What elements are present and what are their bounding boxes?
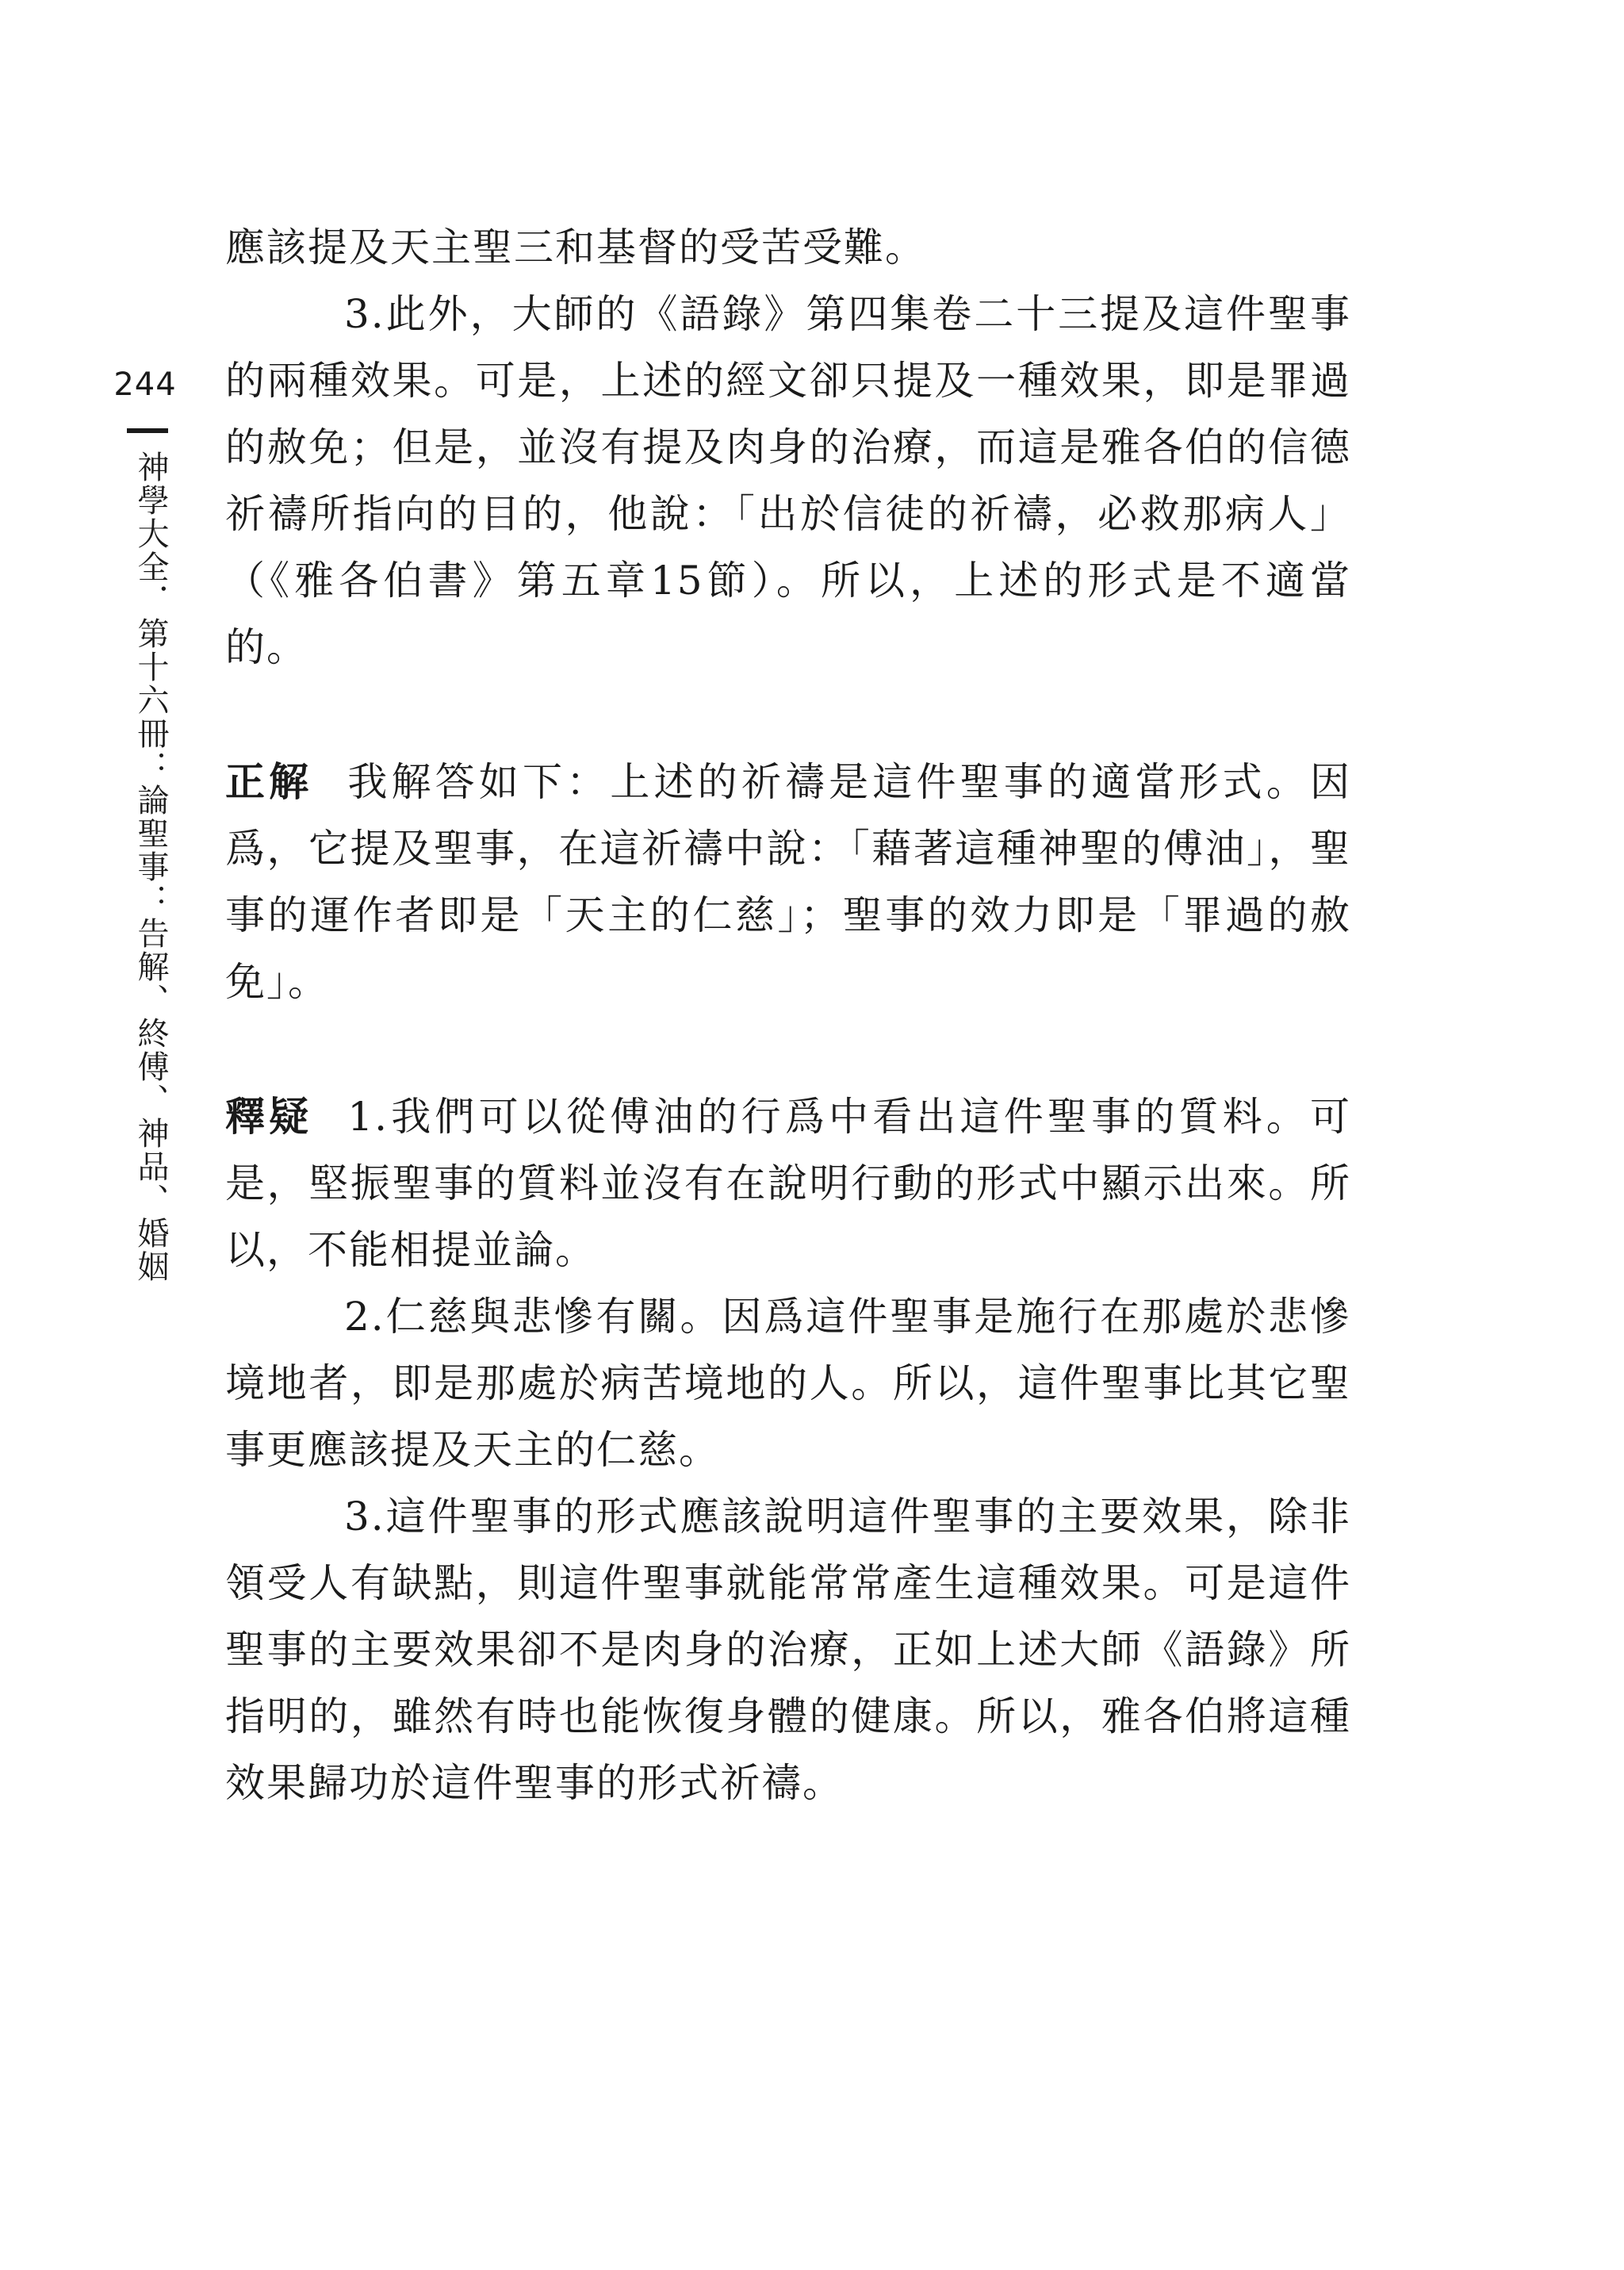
paragraph-objection-3: 3.此外，大師的《語錄》第四集卷二十三提及這件聖事的兩種效果。可是，上述的經文卻只提及一種效果，即是罪過的赦免；但是，並沒有提及肉身的治療，而這是雅各伯的信德祈禱所指向的目的，他說：「出於信徒的祈禱，必救那病人」（《雅各伯書》第五章15節）。所以，上述的形式是不適當的。 (225, 291, 1351, 670)
spacer (225, 1015, 1351, 1083)
answer-text: 我解答如下：上述的祈禱是這件聖事的適當形式。因爲，它提及聖事，在這祈禱中說：「藉著這種神聖的傅油」，聖事的運作者即是「天主的仁慈」；聖事的效力即是「罪過的赦免」。 (225, 759, 1352, 1005)
reply-label: 釋疑 (225, 1094, 313, 1140)
reply-1-text: 1.我們可以從傅油的行爲中看出這件聖事的質料。可是，堅振聖事的質料並沒有在說明行動的形式中顯示出來。所以，不能相提並論。 (225, 1094, 1351, 1273)
paragraph-reply-3: 3.這件聖事的形式應該說明這件聖事的主要效果，除非領受人有缺點，則這件聖事就能常常產生這種效果。可是這件聖事的主要效果卻不是肉身的治療，正如上述大師《語錄》所指明的，雖然有時也能恢復身體的健康。所以，雅各伯將這種效果歸功於這件聖事的形式祈禱。 (225, 1494, 1351, 1806)
running-title: 神學大全．第十六冊：論聖事：告解、終傅、神品、婚姻 (132, 451, 169, 1283)
paragraph-reply-2: 2.仁慈與悲慘有關。因爲這件聖事是施行在那處於悲慘境地者，即是那處於病苦境地的人。所以，這件聖事比其它聖事更應該提及天主的仁慈。 (225, 1294, 1351, 1473)
answer-label: 正解 (225, 759, 313, 805)
spacer (225, 681, 1351, 749)
paragraph-answer (225, 749, 1351, 1015)
body-text (225, 214, 1351, 1816)
page-number: 244 (113, 366, 177, 403)
paragraph-continuation: 應該提及天主聖三和基督的受苦受難。 (225, 224, 926, 270)
paragraph-reply-1 (225, 1083, 1351, 1283)
header-rule (127, 428, 168, 433)
